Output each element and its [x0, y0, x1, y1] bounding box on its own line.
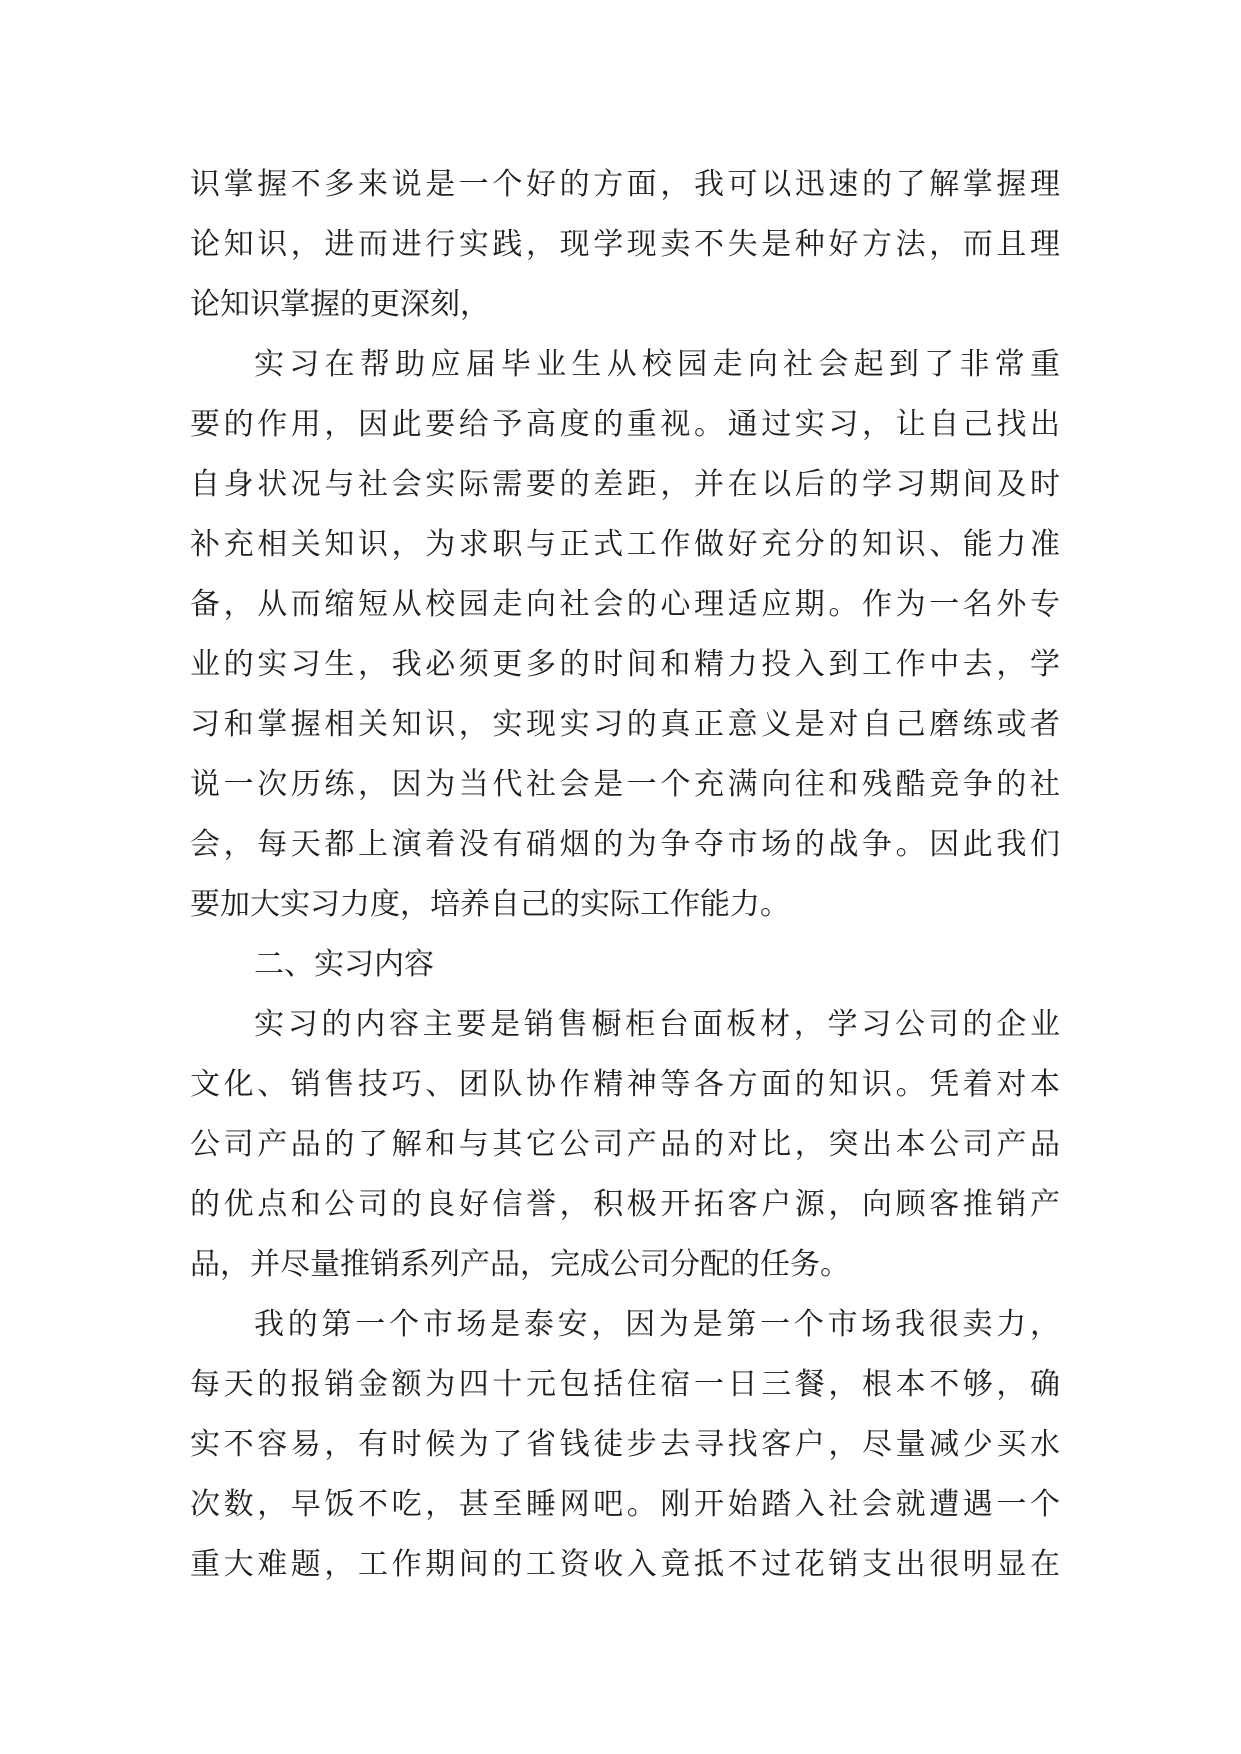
text-line: 二、实习内容 [254, 947, 434, 982]
text-line: 实不容易，有时候为了省钱徒步去寻找客户，尽量减少买水 [190, 1427, 1060, 1462]
text-line: 次数，早饭不吃，甚至睡网吧。刚开始踏入社会就遭遇一个 [190, 1487, 1060, 1522]
text-line: 识掌握不多来说是一个好的方面，我可以迅速的了解掌握理 [190, 167, 1060, 202]
text-line: 实习的内容主要是销售橱柜台面板材，学习公司的企业 [254, 1007, 1060, 1042]
text-line: 实习在帮助应届毕业生从校园走向社会起到了非常重 [254, 347, 1060, 382]
text-line: 业的实习生，我必须更多的时间和精力投入到工作中去，学 [190, 647, 1060, 682]
text-line: 会，每天都上演着没有硝烟的为争夺市场的战争。因此我们 [190, 827, 1060, 862]
text-line: 每天的报销金额为四十元包括住宿一日三餐，根本不够，确 [190, 1367, 1060, 1402]
text-line: 补充相关知识，为求职与正式工作做好充分的知识、能力准 [190, 527, 1060, 562]
text-line: 公司产品的了解和与其它公司产品的对比，突出本公司产品 [190, 1127, 1060, 1162]
text-line: 我的第一个市场是泰安，因为是第一个市场我很卖力， [254, 1307, 1060, 1342]
text-line: 的优点和公司的良好信誉，积极开拓客户源，向顾客推销产 [190, 1187, 1060, 1222]
text-line: 重大难题，工作期间的工资收入竟抵不过花销支出很明显在 [190, 1547, 1060, 1582]
text-line: 论知识，进而进行实践，现学现卖不失是种好方法，而且理 [190, 227, 1060, 262]
text-line: 自身状况与社会实际需要的差距，并在以后的学习期间及时 [190, 467, 1060, 502]
body-text [190, 155, 1060, 1595]
text-line: 品，并尽量推销系列产品，完成公司分配的任务。 [190, 1247, 850, 1282]
text-line: 论知识掌握的更深刻， [190, 287, 490, 322]
text-line: 要的作用，因此要给予高度的重视。通过实习，让自己找出 [190, 407, 1060, 442]
text-line: 习和掌握相关知识，实现实习的真正意义是对自己磨练或者 [190, 707, 1060, 742]
text-line: 文化、销售技巧、团队协作精神等各方面的知识。凭着对本 [190, 1067, 1060, 1102]
text-line: 要加大实习力度，培养自己的实际工作能力。 [190, 887, 790, 922]
text-line: 说一次历练，因为当代社会是一个充满向往和残酷竞争的社 [190, 767, 1060, 802]
text-line: 备，从而缩短从校园走向社会的心理适应期。作为一名外专 [190, 587, 1060, 622]
